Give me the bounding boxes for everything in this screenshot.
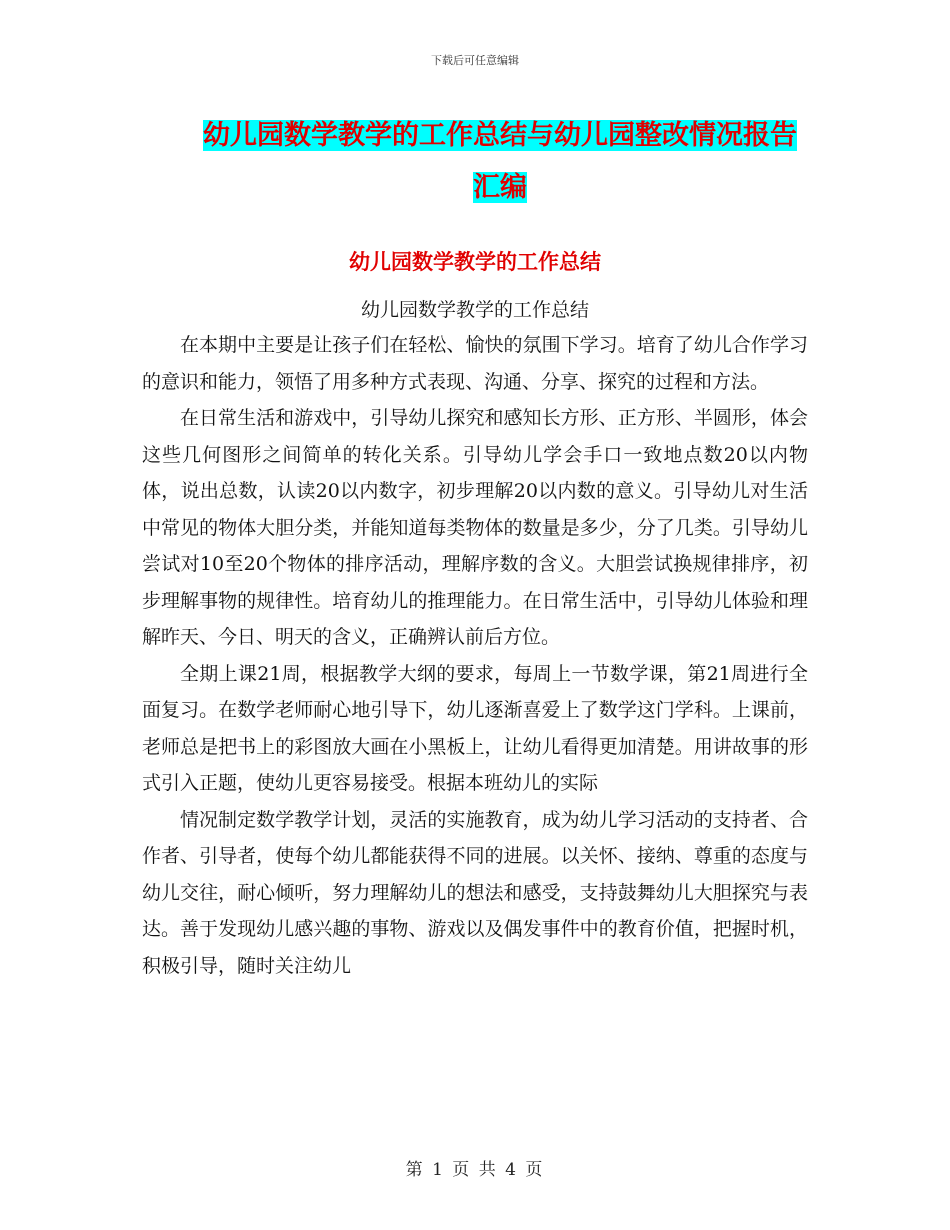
document-title xyxy=(190,110,810,214)
sub-heading: 幼儿园数学教学的工作总结 xyxy=(360,299,589,321)
header-note: 下载后可任意编辑 xyxy=(431,54,519,67)
paragraph-1: 在本期中主要是让孩子们在轻松、愉快的氛围下学习。培育了幼儿合作学习的意识和能力，领悟了用多种方式表现、沟通、分享、探究的过程和方法。 xyxy=(142,334,808,393)
section-heading: 幼儿园数学教学的工作总结 xyxy=(349,250,601,274)
body-text xyxy=(142,327,808,984)
paragraph-2: 在日常生活和游戏中，引导幼儿探究和感知长方形、正方形、半圆形，体会这些几何图形之间简单的转化关系。引导幼儿学会手口一致地点数20以内物体，说出总数，认读20以内数字，初步理解20以内数的意义。引导幼儿对生活中常见的物体大胆分类，并能知道每类物体的数量是多少，分了几类。引导幼儿尝试对10至20个物体的排序活动，理解序数的含义。大胆尝试换规律排序，初步理解事物的规律性。培育幼儿的推理能力。在日常生活中，引导幼儿体验和理解昨天、今日、明天的含义，正确辨认前后方位。 xyxy=(142,407,808,648)
document-title-text: 幼儿园数学教学的工作总结与幼儿园整改情况报告汇编 xyxy=(203,120,797,203)
page-footer: 第 1 页 共 4 页 xyxy=(405,1160,545,1180)
paragraph-3: 全期上课21周，根据教学大纲的要求，每周上一节数学课，第21周进行全面复习。在数学老师耐心地引导下，幼儿逐渐喜爱上了数学这门学科。上课前，老师总是把书上的彩图放大画在小黑板上，让幼儿看得更加清楚。用讲故事的形式引入正题，使幼儿更容易接受。根据本班幼儿的实际 xyxy=(142,662,808,794)
paragraph-4: 情况制定数学教学计划，灵活的实施教育，成为幼儿学习活动的支持者、合作者、引导者，使每个幼儿都能获得不同的进展。以关怀、接纳、尊重的态度与幼儿交往，耐心倾听，努力理解幼儿的想法和感受，支持鼓舞幼儿大胆探究与表达。善于发现幼儿感兴趣的事物、游戏以及偶发事件中的教育价值，把握时机，积极引导，随时关注幼儿 xyxy=(142,808,808,977)
